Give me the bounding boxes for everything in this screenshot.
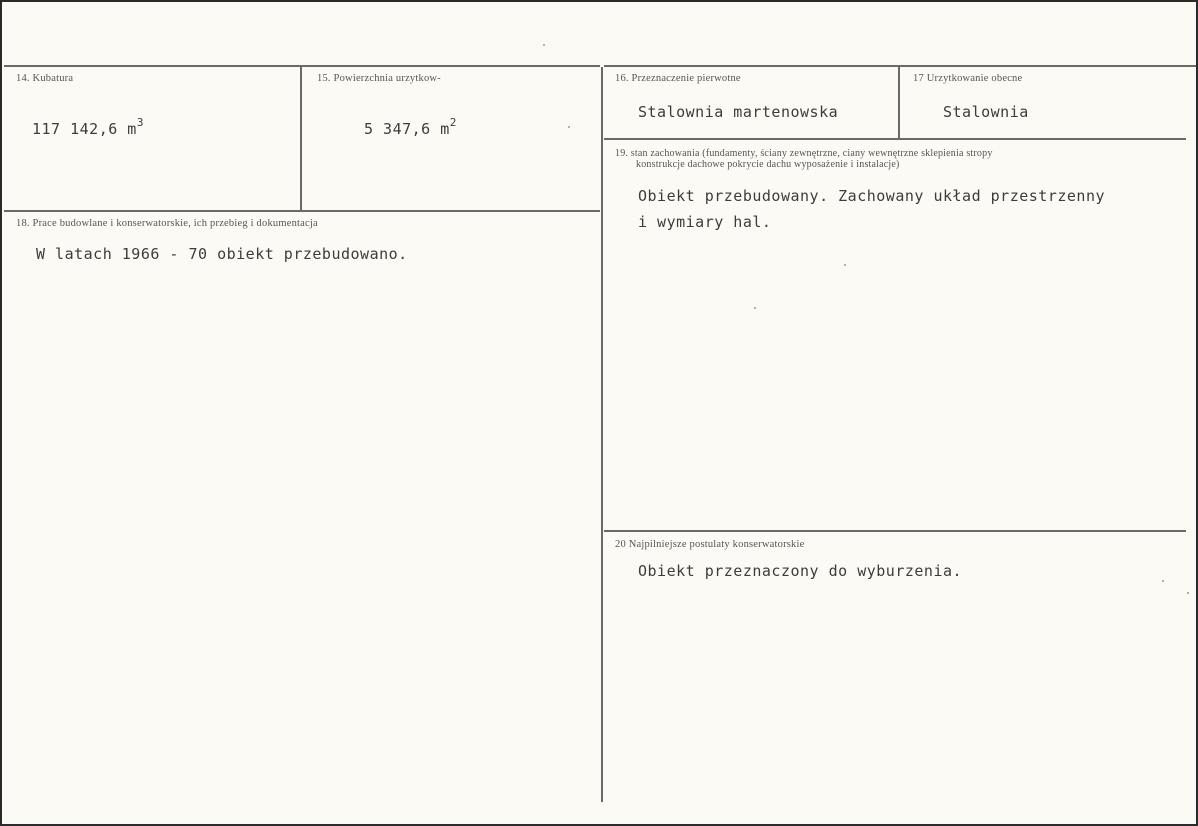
paper-speck (754, 307, 756, 309)
field-19-label-line2: konstrukcje dachowe pokrycie dachu wyposażenie i instalacje) (636, 159, 900, 170)
field-14-unit-sup: 3 (136, 116, 144, 129)
field-19-value-line1: Obiekt przebudowany. Zachowany układ przestrzenny (638, 187, 1106, 205)
field-15-unit-sup: 2 (449, 116, 457, 129)
field-20-value: Obiekt przeznaczony do wyburzenia. (638, 562, 963, 580)
paper-speck (1162, 580, 1164, 582)
field-14-number: 117 142,6 m (32, 120, 137, 138)
divider-main (601, 67, 603, 802)
field-19-label-line1: 19. stan zachowania (fundamenty, ściany zewnętrzne, ciany wewnętrzne sklepienia stropy (615, 148, 993, 159)
divider-16-17 (898, 67, 900, 139)
rule-below-14-15 (4, 210, 600, 212)
field-15-value (364, 118, 457, 138)
top-rule-right (604, 65, 1196, 67)
rule-above-20 (604, 530, 1186, 532)
field-15-number: 5 347,6 m (364, 120, 450, 138)
paper-speck (844, 264, 846, 266)
paper-speck (543, 44, 545, 46)
field-15-label: 15. Powierzchnia urzytkow- (317, 73, 441, 84)
field-14-value (32, 118, 144, 138)
field-18-value: W latach 1966 - 70 obiekt przebudowano. (36, 245, 408, 263)
divider-14-15 (300, 67, 302, 212)
top-rule-left (4, 65, 600, 67)
field-19-value-line2: i wymiary hal. (638, 213, 772, 231)
field-14-label: 14. Kubatura (16, 73, 74, 84)
field-17-label: 17 Urzytkowanie obecne (913, 73, 1023, 84)
rule-below-16-17 (604, 138, 1186, 140)
field-16-value: Stalownia martenowska (638, 103, 839, 121)
paper-speck (568, 126, 570, 128)
paper-speck (1187, 592, 1189, 594)
field-20-label: 20 Najpilniejsze postulaty konserwatorskie (615, 539, 805, 550)
field-18-label: 18. Prace budowlane i konserwatorskie, ich przebieg i dokumentacja (16, 218, 318, 229)
field-16-label: 16. Przeznaczenie pierwotne (615, 73, 741, 84)
field-17-value: Stalownia (943, 103, 1029, 121)
